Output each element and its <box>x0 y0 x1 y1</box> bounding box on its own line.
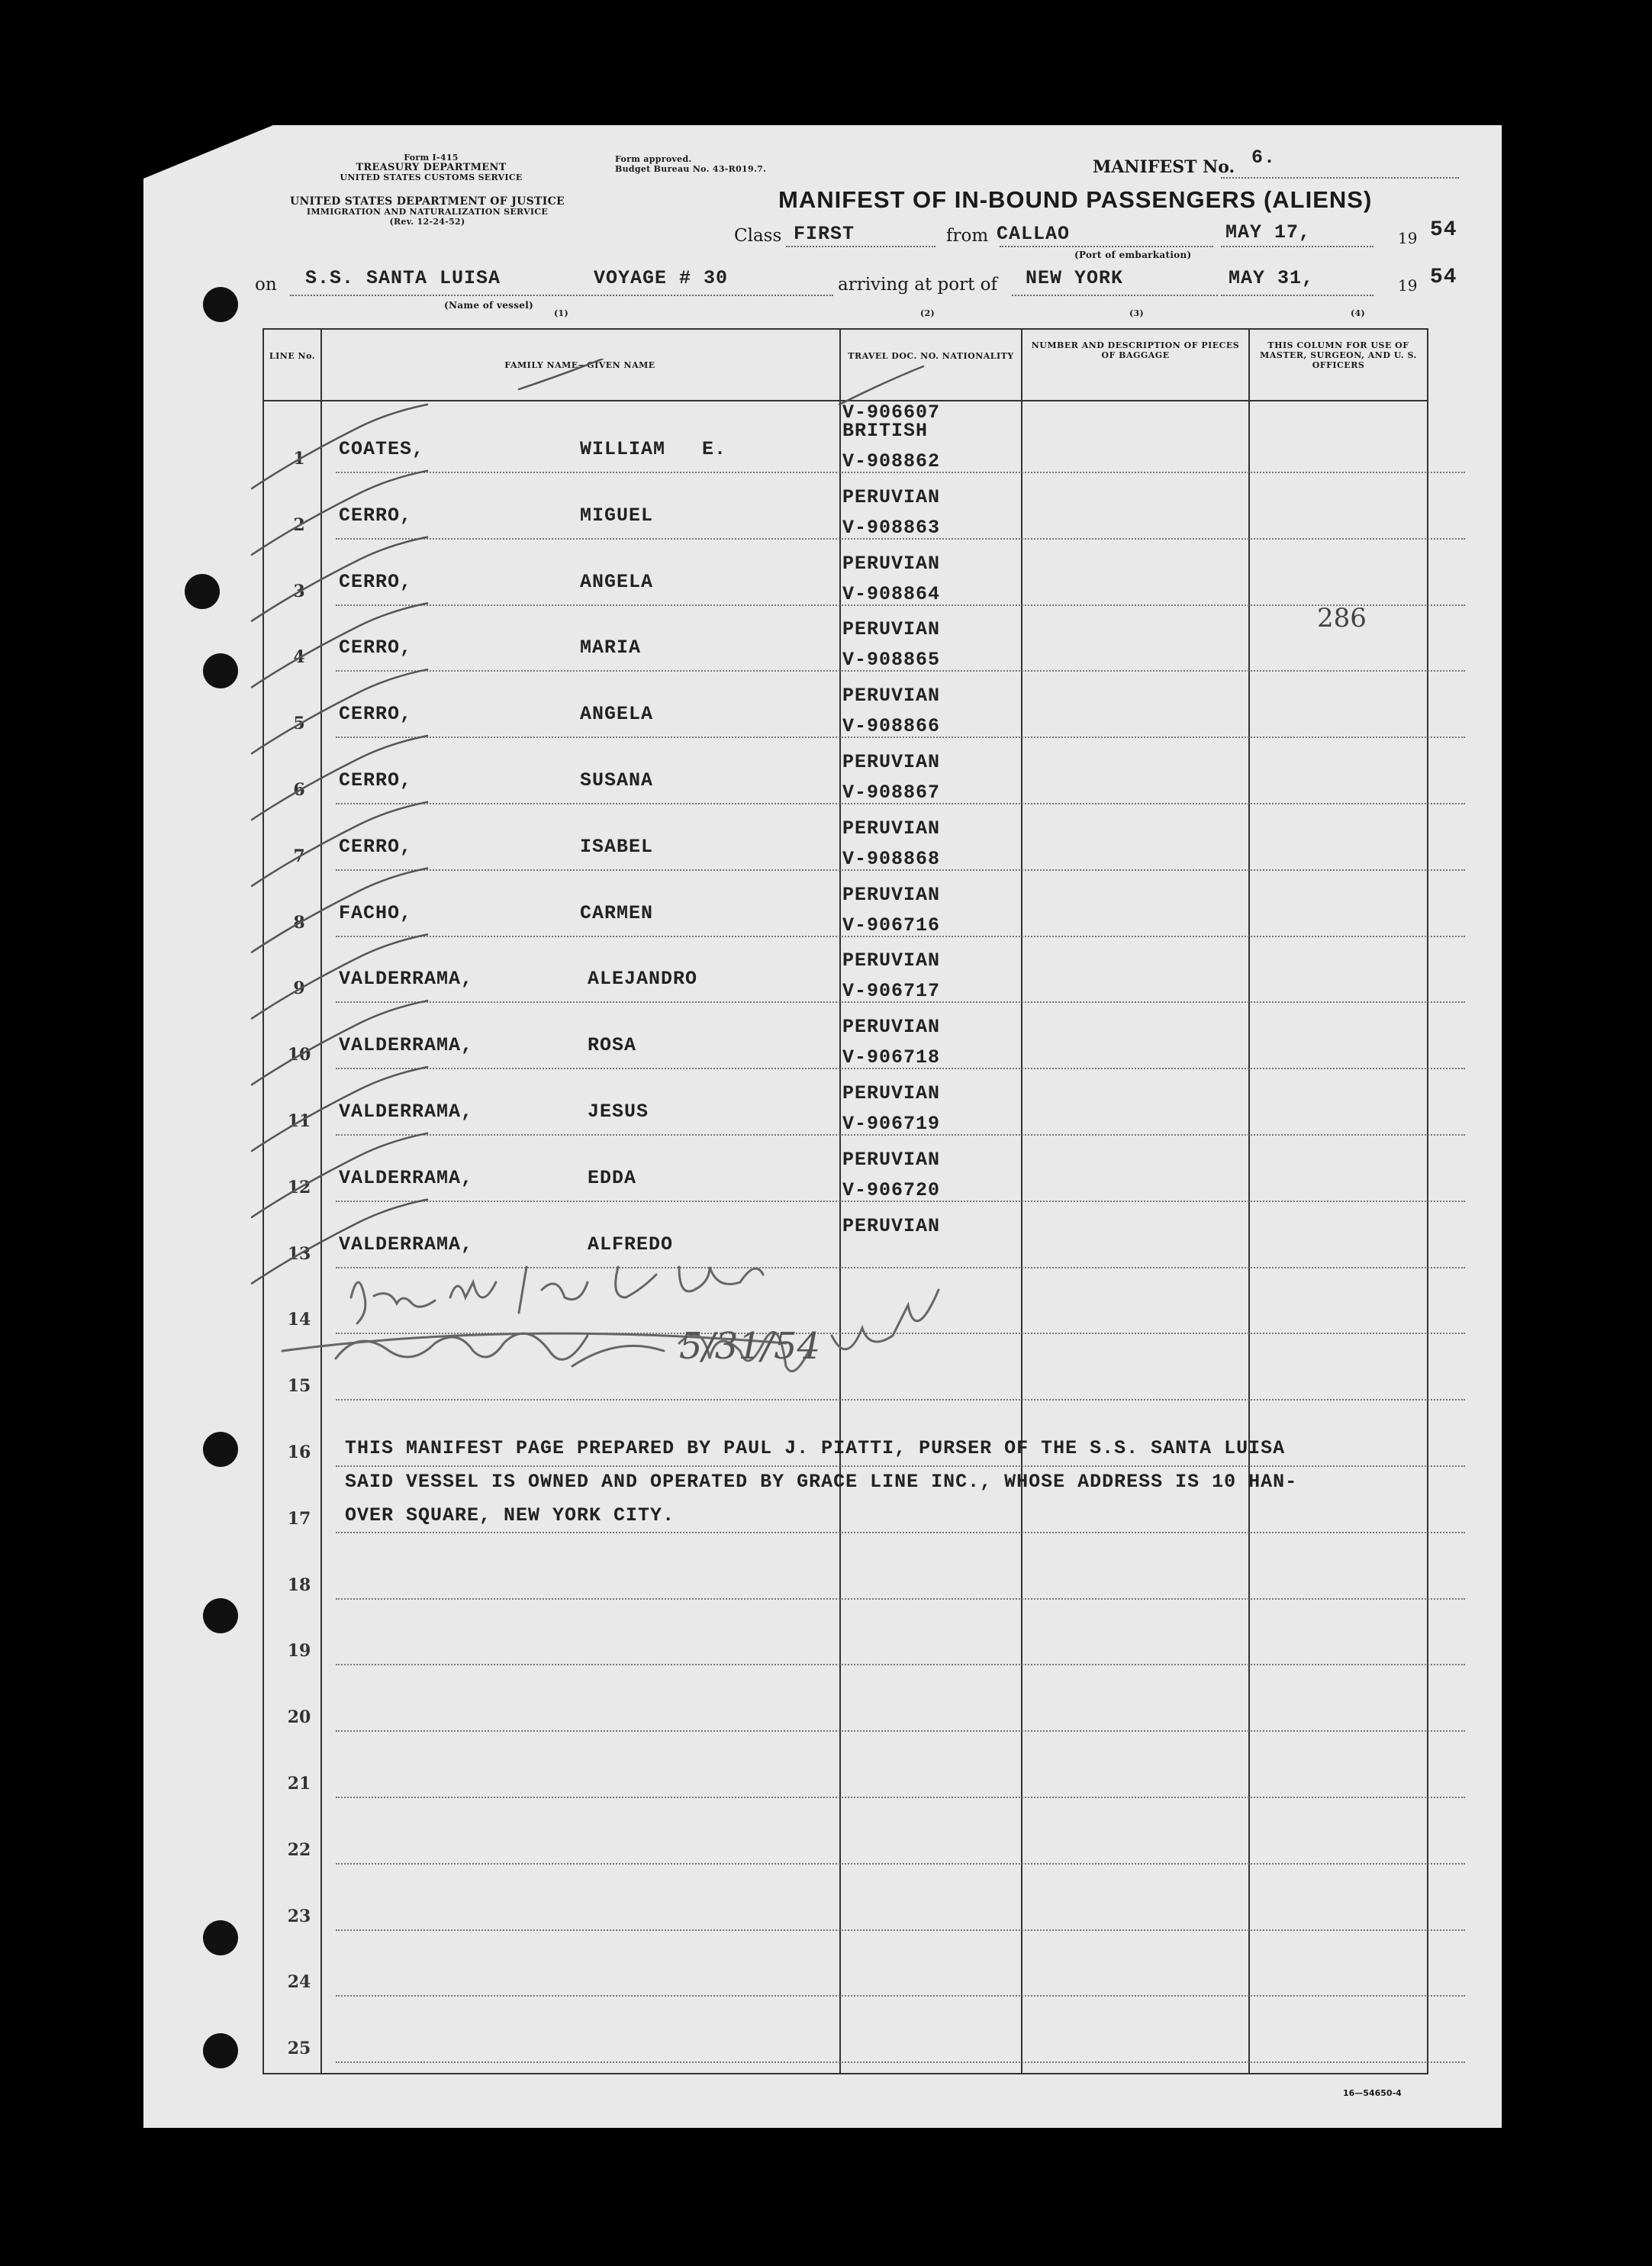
line-number: 8 <box>293 912 305 933</box>
given-name: ALFREDO <box>588 1233 674 1255</box>
nationality: PERUVIAN <box>842 618 941 641</box>
binder-hole <box>203 2033 238 2068</box>
arrival-date: MAY 31, <box>1229 267 1315 289</box>
travel-doc-number: V-906720 <box>842 1178 941 1201</box>
line-number: 19 <box>287 1641 311 1662</box>
table-bottom-border <box>262 2073 1428 2074</box>
binder-hole <box>203 653 238 688</box>
check-mark <box>252 537 427 621</box>
line-number: 3 <box>293 581 305 601</box>
line-number: 2 <box>293 514 305 535</box>
travel-doc-number: V-906717 <box>842 980 941 1003</box>
form-number: Form I-415 <box>404 153 459 163</box>
approval-block <box>615 154 766 174</box>
manifest-no-value: 6. <box>1251 147 1277 169</box>
travel-doc-number: V-908866 <box>842 715 941 738</box>
check-mark <box>252 802 427 886</box>
justice-label: UNITED STATES DEPARTMENT OF JUSTICE <box>289 195 565 208</box>
family-name: FACHO, <box>339 901 413 924</box>
footer-line-1: THIS MANIFEST PAGE PREPARED BY PAUL J. PIATTI, PURSER OF THE S.S. SANTA LUISA <box>345 1437 1286 1459</box>
row-rule <box>336 1995 1465 1997</box>
line-number: 13 <box>287 1243 311 1264</box>
given-name: ROSA <box>588 1034 637 1057</box>
family-name: CERRO, <box>339 637 413 659</box>
travel-doc-number: V-906718 <box>842 1046 941 1069</box>
arrival-year: 54 <box>1430 266 1457 289</box>
handwritten-date: 5/31/54 <box>679 1325 821 1368</box>
nationality: PERUVIAN <box>842 1214 941 1237</box>
revision-label: (Rev. 12-24-52) <box>389 217 465 227</box>
footer-line-3: OVER SQUARE, NEW YORK CITY. <box>345 1504 675 1526</box>
row-rule <box>336 1598 1465 1600</box>
arrival-year-prefix: 19 <box>1398 276 1418 295</box>
family-name: CERRO, <box>339 504 413 527</box>
given-name: ANGELA <box>580 570 654 593</box>
check-mark <box>252 934 427 1018</box>
check-marks <box>244 359 931 1297</box>
family-name: CERRO, <box>339 570 413 593</box>
travel-doc-number: V-908862 <box>842 450 941 472</box>
line-number: 18 <box>287 1575 311 1595</box>
nationality: PERUVIAN <box>842 485 941 508</box>
header-officers: THIS COLUMN FOR USE OF MASTER, SURGEON, AND U. S. OFFICERS <box>1260 340 1417 370</box>
check-mark <box>252 1133 427 1217</box>
travel-doc-number: V-908868 <box>842 847 941 870</box>
on-label: on <box>255 275 277 295</box>
nationality: PERUVIAN <box>842 1016 941 1039</box>
nationality: PERUVIAN <box>842 1148 941 1171</box>
travel-doc-row-1: V-906607 <box>842 401 941 424</box>
row-rule <box>336 1730 1465 1732</box>
table-top-border <box>262 328 1428 330</box>
line-number: 7 <box>293 846 305 866</box>
check-mark <box>252 1067 427 1151</box>
given-name: ALEJANDRO <box>588 968 698 991</box>
header-baggage: NUMBER AND DESCRIPTION OF PIECES OF BAGGAGE <box>1031 340 1240 360</box>
row-rule <box>336 1797 1465 1798</box>
row-rule <box>336 2061 1465 2063</box>
binder-hole <box>203 287 238 322</box>
header-name: FAMILY NAME—GIVEN NAME <box>504 360 655 370</box>
line-number: 12 <box>287 1177 311 1197</box>
port-embarkation-caption: (Port of embarkation) <box>1074 250 1192 260</box>
justice-block <box>252 197 603 227</box>
travel-doc-number: V-906716 <box>842 914 941 936</box>
given-name: JESUS <box>588 1101 649 1123</box>
form-agency-block <box>305 153 557 182</box>
line-number: 17 <box>287 1508 311 1529</box>
line-number: 5 <box>293 714 305 734</box>
departure-date: MAY 17, <box>1225 221 1312 243</box>
nationality: PERUVIAN <box>842 751 941 773</box>
family-name: VALDERRAMA, <box>339 1101 474 1123</box>
travel-doc-number: V-908864 <box>842 582 941 605</box>
vessel-caption: (Name of vessel) <box>444 300 534 311</box>
budget-bureau-label: Budget Bureau No. 43-R019.7. <box>615 164 767 174</box>
col-number-3: (3) <box>1129 308 1144 318</box>
family-name: CERRO, <box>339 835 413 858</box>
nationality: PERUVIAN <box>842 817 941 840</box>
binder-hole <box>203 1920 238 1955</box>
travel-doc-number: V-906719 <box>842 1113 941 1135</box>
given-name: ISABEL <box>580 835 654 858</box>
line-number: 16 <box>287 1442 311 1462</box>
line-number: 11 <box>287 1111 311 1131</box>
line-number: 1 <box>293 449 305 469</box>
row-rule <box>336 1863 1465 1865</box>
nationality: PERUVIAN <box>842 685 941 708</box>
line-number: 14 <box>287 1310 311 1330</box>
check-mark <box>252 1200 427 1284</box>
header-travel-doc: TRAVEL DOC. NO. NATIONALITY <box>848 351 1014 361</box>
nationality: BRITISH <box>842 420 929 442</box>
col-number-2: (2) <box>920 308 935 318</box>
given-name: WILLIAM E. <box>580 438 727 460</box>
manifest-no-label: MANIFEST No. <box>1093 157 1235 177</box>
family-name: COATES, <box>339 438 425 460</box>
given-name: MARIA <box>580 637 642 659</box>
manifest-title: MANIFEST OF IN-BOUND PASSENGERS (ALIENS) <box>778 186 1373 213</box>
nationality: PERUVIAN <box>842 949 941 972</box>
customs-label: UNITED STATES CUSTOMS SERVICE <box>340 172 523 182</box>
family-name: CERRO, <box>339 703 413 726</box>
footer-statement <box>345 1432 1297 1533</box>
family-name: VALDERRAMA, <box>339 1166 474 1189</box>
line-number: 6 <box>293 780 305 800</box>
binder-hole <box>203 1432 238 1467</box>
col-number-1: (1) <box>554 308 568 318</box>
check-mark <box>252 736 427 820</box>
line-number: 22 <box>287 1839 311 1860</box>
binder-hole <box>185 574 220 609</box>
from-label: from <box>946 226 989 246</box>
nationality: PERUVIAN <box>842 1082 941 1104</box>
arriving-label: arriving at port of <box>838 275 997 295</box>
row-rule <box>336 1664 1465 1665</box>
footer-line-2: SAID VESSEL IS OWNED AND OPERATED BY GRACE LINE INC., WHOSE ADDRESS IS 10 HAN- <box>345 1471 1298 1493</box>
nationality: PERUVIAN <box>842 883 941 906</box>
line-number: 24 <box>287 1972 311 1993</box>
class-label: Class <box>734 226 782 246</box>
line-number: 9 <box>293 978 305 999</box>
family-name: VALDERRAMA, <box>339 1034 474 1057</box>
col-number-4: (4) <box>1351 308 1365 318</box>
form-approved-label: Form approved. <box>615 154 692 164</box>
given-name: ANGELA <box>580 703 654 726</box>
binder-hole <box>203 1598 238 1633</box>
line-number: 15 <box>287 1376 311 1397</box>
given-name: CARMEN <box>580 901 654 924</box>
row-rule <box>336 1929 1465 1931</box>
departure-year: 54 <box>1430 218 1457 242</box>
check-mark <box>252 869 427 952</box>
header-line-no: LINE No. <box>269 351 316 361</box>
travel-doc-number: V-908865 <box>842 649 941 672</box>
voyage-number: VOYAGE # 30 <box>594 267 729 289</box>
line-number: 25 <box>287 2039 311 2059</box>
nationality: PERUVIAN <box>842 552 941 575</box>
check-mark <box>252 1001 427 1085</box>
depart-year-prefix: 19 <box>1398 229 1418 247</box>
check-mark <box>252 603 427 687</box>
line-number: 4 <box>293 647 305 668</box>
check-mark <box>252 405 427 488</box>
check-mark <box>252 471 427 555</box>
print-code: 16—54650-4 <box>1343 2088 1402 2098</box>
travel-doc-number: V-908863 <box>842 516 941 539</box>
line-number: 20 <box>287 1707 311 1728</box>
given-name: MIGUEL <box>580 504 654 527</box>
line-number: 23 <box>287 1906 311 1926</box>
treasury-label: TREASURY DEPARTMENT <box>356 162 507 173</box>
ins-label: IMMIGRATION AND NATURALIZATION SERVICE <box>306 207 549 217</box>
given-name: SUSANA <box>580 769 654 791</box>
check-mark <box>252 669 427 753</box>
line-number: 21 <box>287 1774 311 1794</box>
family-name: VALDERRAMA, <box>339 1233 474 1255</box>
family-name: VALDERRAMA, <box>339 968 474 991</box>
given-name: EDDA <box>588 1166 637 1189</box>
page-stamp-number: 286 <box>1317 603 1367 633</box>
check-mark <box>519 359 923 405</box>
port-of-embarkation: CALLAO <box>997 223 1071 245</box>
vessel-name: S.S. SANTA LUISA <box>305 267 501 289</box>
family-name: CERRO, <box>339 769 413 791</box>
travel-doc-number: V-908867 <box>842 782 941 804</box>
class-value: FIRST <box>794 223 855 245</box>
line-number: 10 <box>287 1045 311 1065</box>
arrival-port: NEW YORK <box>1026 267 1124 289</box>
